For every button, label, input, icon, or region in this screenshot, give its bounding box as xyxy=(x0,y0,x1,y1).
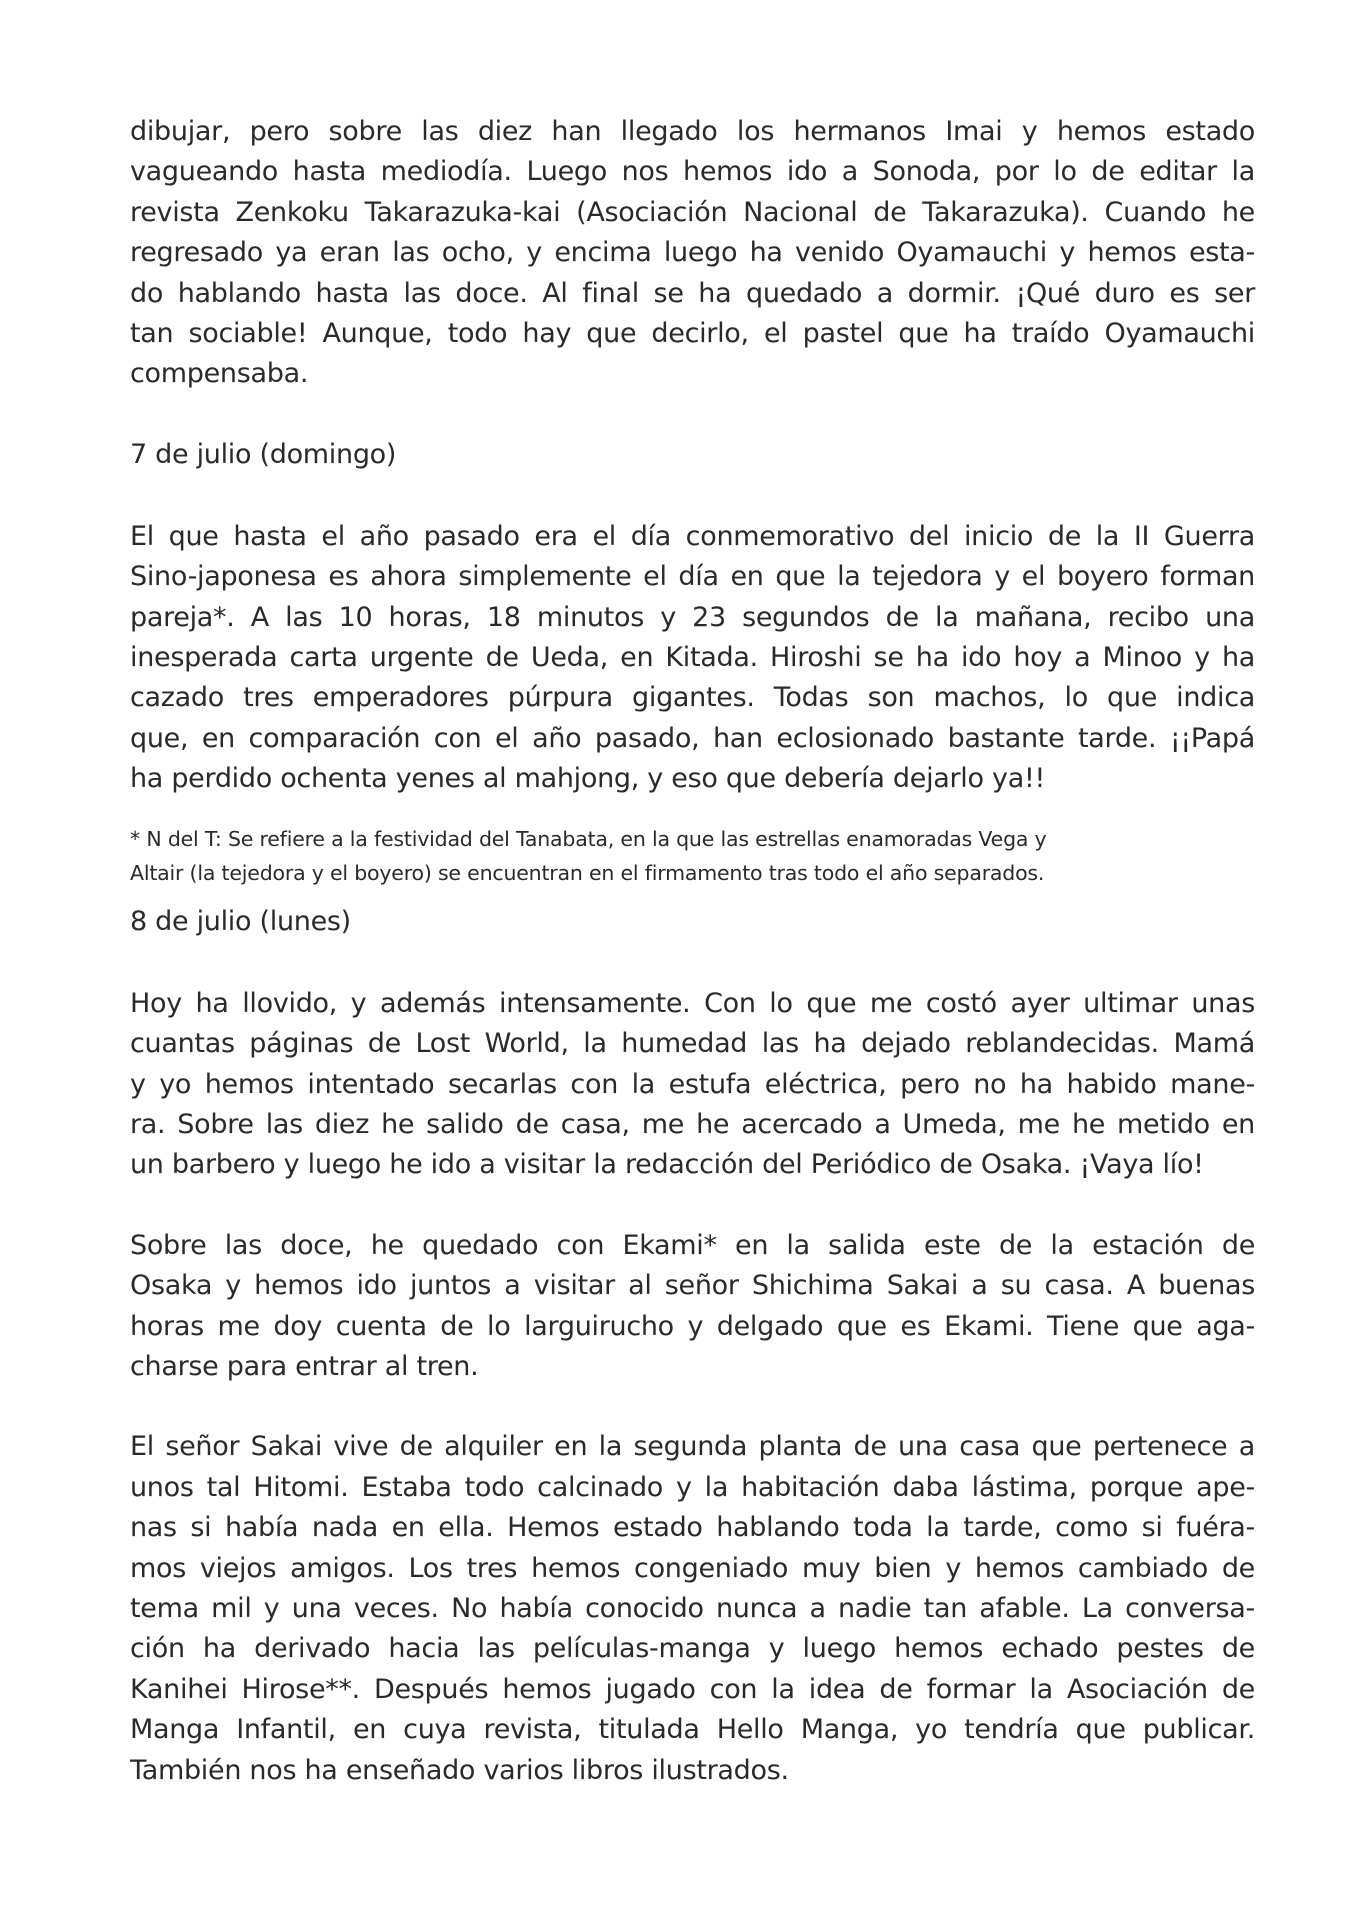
text-line: tema mil y una veces. No había conocido nunca a nadie tan afable. La conversa- xyxy=(130,1592,1255,1624)
spacer xyxy=(130,395,1255,435)
text-line: regresado ya eran las ocho, y encima luego ha venido Oyamauchi y hemos esta- xyxy=(130,237,1255,269)
spacer xyxy=(130,1387,1255,1427)
text-line: Kanihei Hirose**. Después hemos jugado con la idea de formar la Asociación de xyxy=(130,1673,1255,1705)
text-line: compensaba. xyxy=(130,358,309,390)
paragraph-2 xyxy=(130,517,1255,800)
note-line: Altair (la tejedora y el boyero) se encuentran en el firmamento tras todo el año separados. xyxy=(130,860,1045,885)
paragraph-4 xyxy=(130,1226,1255,1388)
text-line: ra. Sobre las diez he salido de casa, me he acercado a Umeda, me he metido en xyxy=(130,1108,1255,1140)
text-line: Manga Infantil, en cuya revista, titulada Hello Manga, yo tendría que publicar. xyxy=(130,1714,1255,1746)
paragraph-3 xyxy=(130,984,1255,1186)
text-line: El señor Sakai vive de alquiler en la segunda planta de una casa que pertenece a xyxy=(130,1431,1255,1463)
text-line: inesperada carta urgente de Ueda, en Kitada. Hiroshi se ha ido hoy a Minoo y ha xyxy=(130,642,1255,674)
translator-footnote xyxy=(130,822,1255,890)
document-page xyxy=(130,112,1255,1791)
text-line: Sobre las doce, he quedado con Ekami* en la salida este de la estación de xyxy=(130,1229,1255,1261)
spacer xyxy=(130,890,1255,902)
text-line: dibujar, pero sobre las diez han llegado los hermanos Imai y hemos estado xyxy=(130,116,1255,147)
text-line: revista Zenkoku Takarazuka-kai (Asociación Nacional de Takarazuka). Cuando he xyxy=(130,196,1255,228)
text-line: charse para entrar al tren. xyxy=(130,1350,479,1382)
text-line: nas si había nada en ella. Hemos estado hablando toda la tarde, como si fuéra- xyxy=(130,1512,1255,1544)
paragraph-5 xyxy=(130,1427,1255,1791)
text-line: El que hasta el año pasado era el día conmemorativo del inicio de la II Guerra xyxy=(130,520,1255,552)
text-line: ción ha derivado hacia las películas-manga y luego hemos echado pestes de xyxy=(130,1633,1255,1665)
text-line: un barbero y luego he ido a visitar la redacción del Periódico de Osaka. ¡Vaya lío! xyxy=(130,1149,1204,1181)
spacer xyxy=(130,800,1255,822)
text-line: cazado tres emperadores púrpura gigantes. Todas son machos, lo que indica xyxy=(130,682,1255,714)
text-line: horas me doy cuenta de lo larguirucho y delgado que es Ekami. Tiene que aga- xyxy=(130,1310,1255,1342)
text-line: ha perdido ochenta yenes al mahjong, y eso que debería dejarlo ya!! xyxy=(130,763,1045,795)
date-heading-july-7: 7 de julio (domingo) xyxy=(130,438,397,470)
text-line: Osaka y hemos ido juntos a visitar al señor Shichima Sakai a su casa. A buenas xyxy=(130,1270,1255,1302)
text-line: vagueando hasta mediodía. Luego nos hemos ido a Sonoda, por lo de editar la xyxy=(130,156,1255,188)
text-line: y yo hemos intentado secarlas con la estufa eléctrica, pero no ha habido mane- xyxy=(130,1068,1255,1100)
date-heading-july-8: 8 de julio (lunes) xyxy=(130,905,351,937)
paragraph-1 xyxy=(130,112,1255,395)
spacer xyxy=(130,475,1255,517)
text-line: pareja*. A las 10 horas, 18 minutos y 23 segundos de la mañana, recibo una xyxy=(130,601,1255,633)
text-line: do hablando hasta las doce. Al final se ha quedado a dormir. ¡Qué duro es ser xyxy=(130,277,1255,309)
text-line: También nos ha enseñado varios libros ilustrados. xyxy=(130,1754,789,1786)
text-line: unos tal Hitomi. Estaba todo calcinado y la habitación daba lástima, porque ape- xyxy=(130,1471,1255,1503)
text-line: cuantas páginas de Lost World, la humedad las ha dejado reblandecidas. Mamá xyxy=(130,1028,1255,1060)
text-line: tan sociable! Aunque, todo hay que decirlo, el pastel que ha traído Oyamauchi xyxy=(130,318,1255,350)
spacer xyxy=(130,1186,1255,1226)
text-line: mos viejos amigos. Los tres hemos congeniado muy bien y hemos cambiado de xyxy=(130,1552,1255,1584)
text-line: que, en comparación con el año pasado, han eclosionado bastante tarde. ¡¡Papá xyxy=(130,722,1255,754)
note-line: * N del T: Se refiere a la festividad del Tanabata, en la que las estrellas enamoradas Vega y xyxy=(130,826,1047,851)
text-line: Hoy ha llovido, y además intensamente. Con lo que me costó ayer ultimar unas xyxy=(130,987,1255,1019)
spacer xyxy=(130,942,1255,984)
text-line: Sino-japonesa es ahora simplemente el día en que la tejedora y el boyero forman xyxy=(130,561,1255,593)
